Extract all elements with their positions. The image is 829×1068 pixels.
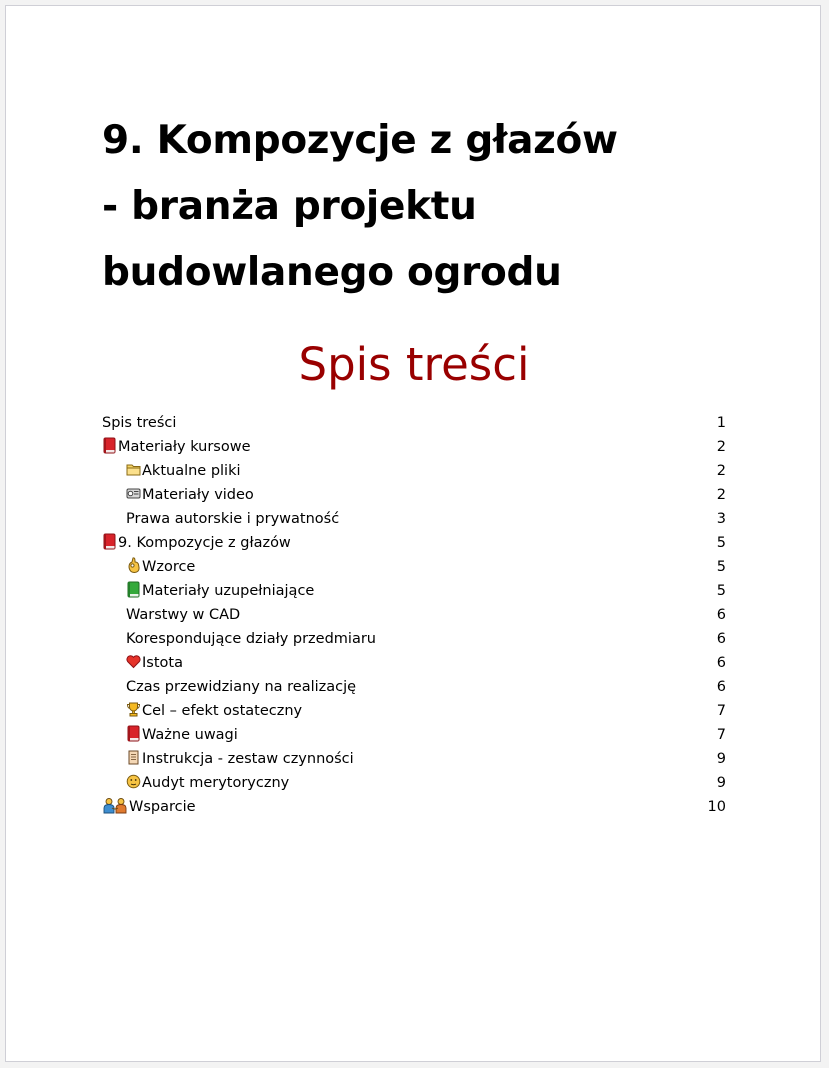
toc-entry-label[interactable]: Aktualne pliki: [142, 463, 241, 479]
toc-entry-label[interactable]: Audyt merytoryczny: [142, 775, 290, 791]
toc-entry-page-number: 6: [716, 655, 726, 671]
toc-entry-page-number: 1: [716, 415, 726, 431]
toc-entry-page-number: 2: [716, 463, 726, 479]
scroll-icon: [126, 749, 141, 766]
toc-entry[interactable]: [102, 603, 726, 627]
people-holding-hands-icon: [102, 797, 128, 814]
trophy-icon: [126, 701, 141, 718]
toc-entry[interactable]: [102, 723, 726, 747]
document-title-line: 9. Kompozycje z głazów: [102, 118, 618, 163]
toc-entry-page-number: 7: [716, 727, 726, 743]
toc-entry-page-number: 9: [716, 751, 726, 767]
toc-entry-label[interactable]: Czas przewidziany na realizację: [126, 679, 357, 695]
document-title: [102, 108, 662, 306]
toc-entry[interactable]: [102, 411, 726, 435]
toc-entry-label[interactable]: Istota: [142, 655, 183, 671]
toc-entry-label[interactable]: Ważne uwagi: [142, 727, 238, 743]
toc-entry[interactable]: [102, 531, 726, 555]
green-book-icon: [126, 581, 141, 598]
toc-entry-page-number: 5: [716, 583, 726, 599]
toc-entry-label[interactable]: Warstwy w CAD: [126, 607, 241, 623]
toc-entry-page-number: 6: [716, 607, 726, 623]
toc-entry[interactable]: [102, 795, 726, 819]
toc-entry[interactable]: [102, 459, 726, 483]
toc-entry[interactable]: [102, 699, 726, 723]
toc-entry-page-number: 2: [716, 439, 726, 455]
toc-entry-page-number: 10: [707, 799, 726, 815]
toc-entry-page-number: 9: [716, 775, 726, 791]
table-of-contents: [102, 411, 726, 819]
toc-entry[interactable]: [102, 627, 726, 651]
toc-entry-page-number: 5: [716, 535, 726, 551]
toc-entry-page-number: 6: [716, 631, 726, 647]
toc-entry[interactable]: [102, 483, 726, 507]
toc-entry[interactable]: [102, 507, 726, 531]
red-book-icon: [102, 437, 117, 454]
toc-entry[interactable]: [102, 675, 726, 699]
ok-hand-icon: [126, 557, 141, 574]
toc-entry[interactable]: [102, 651, 726, 675]
toc-entry-label[interactable]: Wsparcie: [129, 799, 196, 815]
toc-entry-page-number: 3: [716, 511, 726, 527]
toc-entry-label[interactable]: Instrukcja - zestaw czynności: [142, 751, 354, 767]
red-book-icon: [126, 725, 141, 742]
toc-entry-page-number: 2: [716, 487, 726, 503]
toc-entry-page-number: 5: [716, 559, 726, 575]
toc-heading: Spis treści: [298, 338, 530, 391]
toc-entry-label[interactable]: Materiały kursowe: [118, 439, 251, 455]
toc-entry[interactable]: [102, 579, 726, 603]
toc-entry-page-number: 7: [716, 703, 726, 719]
toc-entry[interactable]: [102, 435, 726, 459]
video-projector-icon: [126, 485, 141, 502]
toc-entry[interactable]: [102, 747, 726, 771]
toc-entry-label[interactable]: Cel – efekt ostateczny: [142, 703, 303, 719]
toc-entry-label[interactable]: Materiały uzupełniające: [142, 583, 315, 599]
red-book-icon: [102, 533, 117, 550]
toc-entry-label[interactable]: Prawa autorskie i prywatność: [126, 511, 340, 527]
thinking-face-icon: [126, 773, 141, 790]
toc-entry-page-number: 6: [716, 679, 726, 695]
toc-entry-label[interactable]: Materiały video: [142, 487, 254, 503]
heart-icon: [126, 653, 141, 670]
folder-icon: [126, 461, 141, 478]
document-title-line: - branża projektu: [102, 184, 477, 229]
toc-entry-label[interactable]: Spis treści: [102, 415, 177, 431]
toc-entry-label[interactable]: 9. Kompozycje z głazów: [118, 535, 291, 551]
toc-entry[interactable]: [102, 555, 726, 579]
toc-entry-label[interactable]: Wzorce: [142, 559, 196, 575]
document-page: [5, 5, 821, 1062]
toc-entry[interactable]: [102, 771, 726, 795]
document-title-line: budowlanego ogrodu: [102, 250, 562, 295]
toc-entry-label[interactable]: Korespondujące działy przedmiaru: [126, 631, 376, 647]
